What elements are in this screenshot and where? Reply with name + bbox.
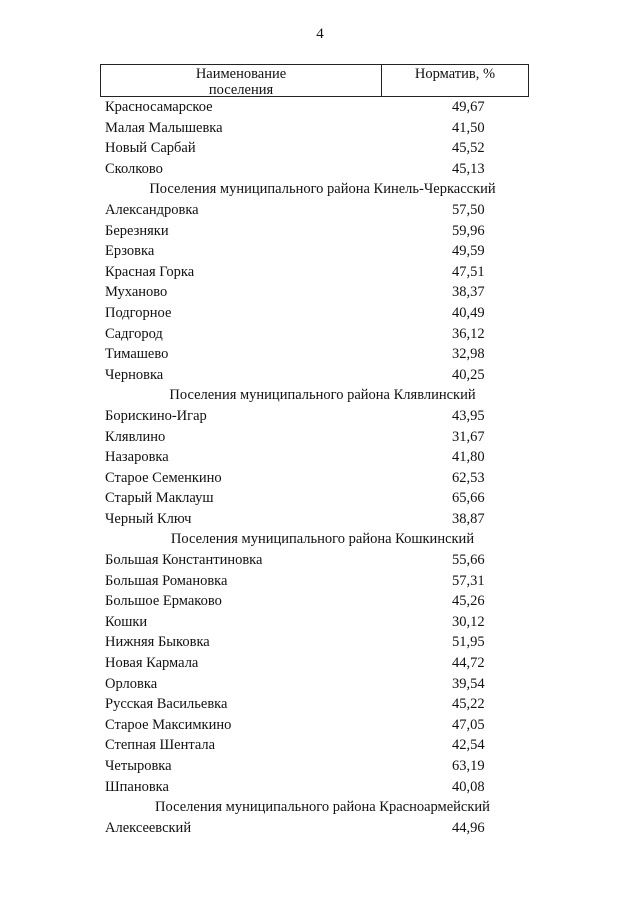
page-number: 4 <box>316 26 324 42</box>
norm-value: 41,50 <box>452 119 485 136</box>
table-row <box>100 344 529 365</box>
table-row <box>100 262 529 283</box>
norm-value: 40,08 <box>452 778 485 795</box>
table-row <box>100 653 529 674</box>
table-row <box>100 159 529 180</box>
settlement-name: Новый Сарбай <box>105 140 196 157</box>
table-row <box>100 365 529 386</box>
settlement-name: Большое Ермаково <box>105 593 222 610</box>
table-row <box>100 138 529 159</box>
table-row <box>100 694 529 715</box>
table-row <box>100 221 529 242</box>
table-row <box>100 571 529 592</box>
norm-value: 51,95 <box>452 634 485 651</box>
norm-value: 55,66 <box>452 552 485 569</box>
settlement-name: Березняки <box>105 222 169 239</box>
table-row <box>100 118 529 139</box>
settlement-name: Шпановка <box>105 778 169 795</box>
table-row <box>100 303 529 324</box>
table-row <box>100 282 529 303</box>
table-row <box>100 818 529 839</box>
norm-value: 44,72 <box>452 655 485 672</box>
table-row <box>100 488 529 509</box>
settlement-name: Русская Васильевка <box>105 696 228 713</box>
norm-value: 45,26 <box>452 593 485 610</box>
table-row <box>100 427 529 448</box>
settlement-name: Орловка <box>105 675 158 692</box>
settlement-name: Садгород <box>105 325 163 342</box>
table-row <box>100 591 529 612</box>
section-title: Поселения муниципального района Клявлинский <box>169 387 476 404</box>
settlement-name: Красносамарское <box>105 99 213 115</box>
norm-value: 31,67 <box>452 428 485 445</box>
norm-value: 39,54 <box>452 675 485 692</box>
settlement-name: Кошки <box>105 613 148 630</box>
norm-value: 65,66 <box>452 490 485 507</box>
header-name-line1: Наименование <box>195 66 287 82</box>
norm-value: 43,95 <box>452 407 485 424</box>
table-row <box>100 200 529 221</box>
table-row <box>100 735 529 756</box>
table-row <box>100 241 529 262</box>
norm-value: 45,22 <box>452 696 485 713</box>
settlement-name: Старый Маклауш <box>105 490 214 507</box>
table-row <box>100 406 529 427</box>
table-row <box>100 468 529 489</box>
norm-value: 45,52 <box>452 140 485 157</box>
norm-value: 45,13 <box>452 160 485 177</box>
norm-value: 32,98 <box>452 346 485 363</box>
norm-value: 49,59 <box>452 243 485 260</box>
table-row <box>100 756 529 777</box>
norm-value: 47,05 <box>452 716 485 733</box>
settlement-name: Александровка <box>105 201 199 218</box>
settlement-name: Черновка <box>105 366 164 383</box>
norm-value: 47,51 <box>452 263 485 280</box>
table-row <box>100 447 529 468</box>
settlement-name: Малая Малышевка <box>105 119 223 136</box>
settlement-name: Четыровка <box>105 758 172 774</box>
settlement-name: Ерзовка <box>105 243 155 260</box>
header-name-line2: поселения <box>208 82 274 98</box>
settlement-name: Тимашево <box>105 346 169 363</box>
table-body <box>100 97 529 838</box>
table-row <box>100 550 529 571</box>
norm-value: 57,31 <box>452 572 485 589</box>
settlement-name: Черный Ключ <box>105 510 192 527</box>
settlement-name: Сколково <box>105 160 163 177</box>
settlement-name: Старое Семенкино <box>105 469 222 486</box>
norm-value: 49,67 <box>452 99 485 115</box>
norm-value: 63,19 <box>452 758 485 774</box>
settlement-name: Большая Романовка <box>105 572 228 589</box>
settlement-name: Степная Шентала <box>105 737 216 754</box>
settlement-name: Новая Кармала <box>105 655 199 672</box>
norm-value: 40,25 <box>452 366 485 383</box>
table-row <box>100 509 529 530</box>
table-row <box>100 612 529 633</box>
table-header <box>100 64 529 97</box>
section-title: Поселения муниципального района Кинель-Черкасский <box>149 181 496 198</box>
table-row <box>100 674 529 695</box>
norm-value: 38,87 <box>452 510 485 527</box>
settlement-name: Красная Горка <box>105 263 195 280</box>
section-title: Поселения муниципального района Красноармейский <box>155 799 490 816</box>
norm-value: 40,49 <box>452 304 485 321</box>
settlement-name: Подгорное <box>105 304 172 321</box>
norm-value: 42,54 <box>452 737 485 754</box>
settlement-name: Старое Максимкино <box>105 716 232 733</box>
norm-value: 41,80 <box>452 449 485 466</box>
settlement-name: Борискино-Игар <box>105 407 207 424</box>
table-row <box>100 632 529 653</box>
settlement-name: Назаровка <box>105 449 169 466</box>
norms-table <box>100 64 529 838</box>
settlement-name: Муханово <box>105 284 168 301</box>
section-title: Поселения муниципального района Кошкинский <box>170 531 475 548</box>
table-row <box>100 324 529 345</box>
header-norm: Норматив, % <box>414 66 496 82</box>
norm-value: 44,96 <box>452 819 485 836</box>
norm-value: 30,12 <box>452 613 485 630</box>
settlement-name: Клявлино <box>105 428 166 445</box>
settlement-name: Алексеевский <box>105 819 192 836</box>
table-row <box>100 715 529 736</box>
header-settlement-name <box>101 65 382 96</box>
settlement-name: Нижняя Быковка <box>105 634 210 651</box>
norm-value: 59,96 <box>452 222 485 239</box>
settlement-name: Большая Константиновка <box>105 552 263 569</box>
norm-value: 38,37 <box>452 284 485 301</box>
table-row <box>100 777 529 798</box>
table-row <box>100 97 529 118</box>
norm-value: 57,50 <box>452 201 485 218</box>
norm-value: 62,53 <box>452 469 485 486</box>
norm-value: 36,12 <box>452 325 485 342</box>
